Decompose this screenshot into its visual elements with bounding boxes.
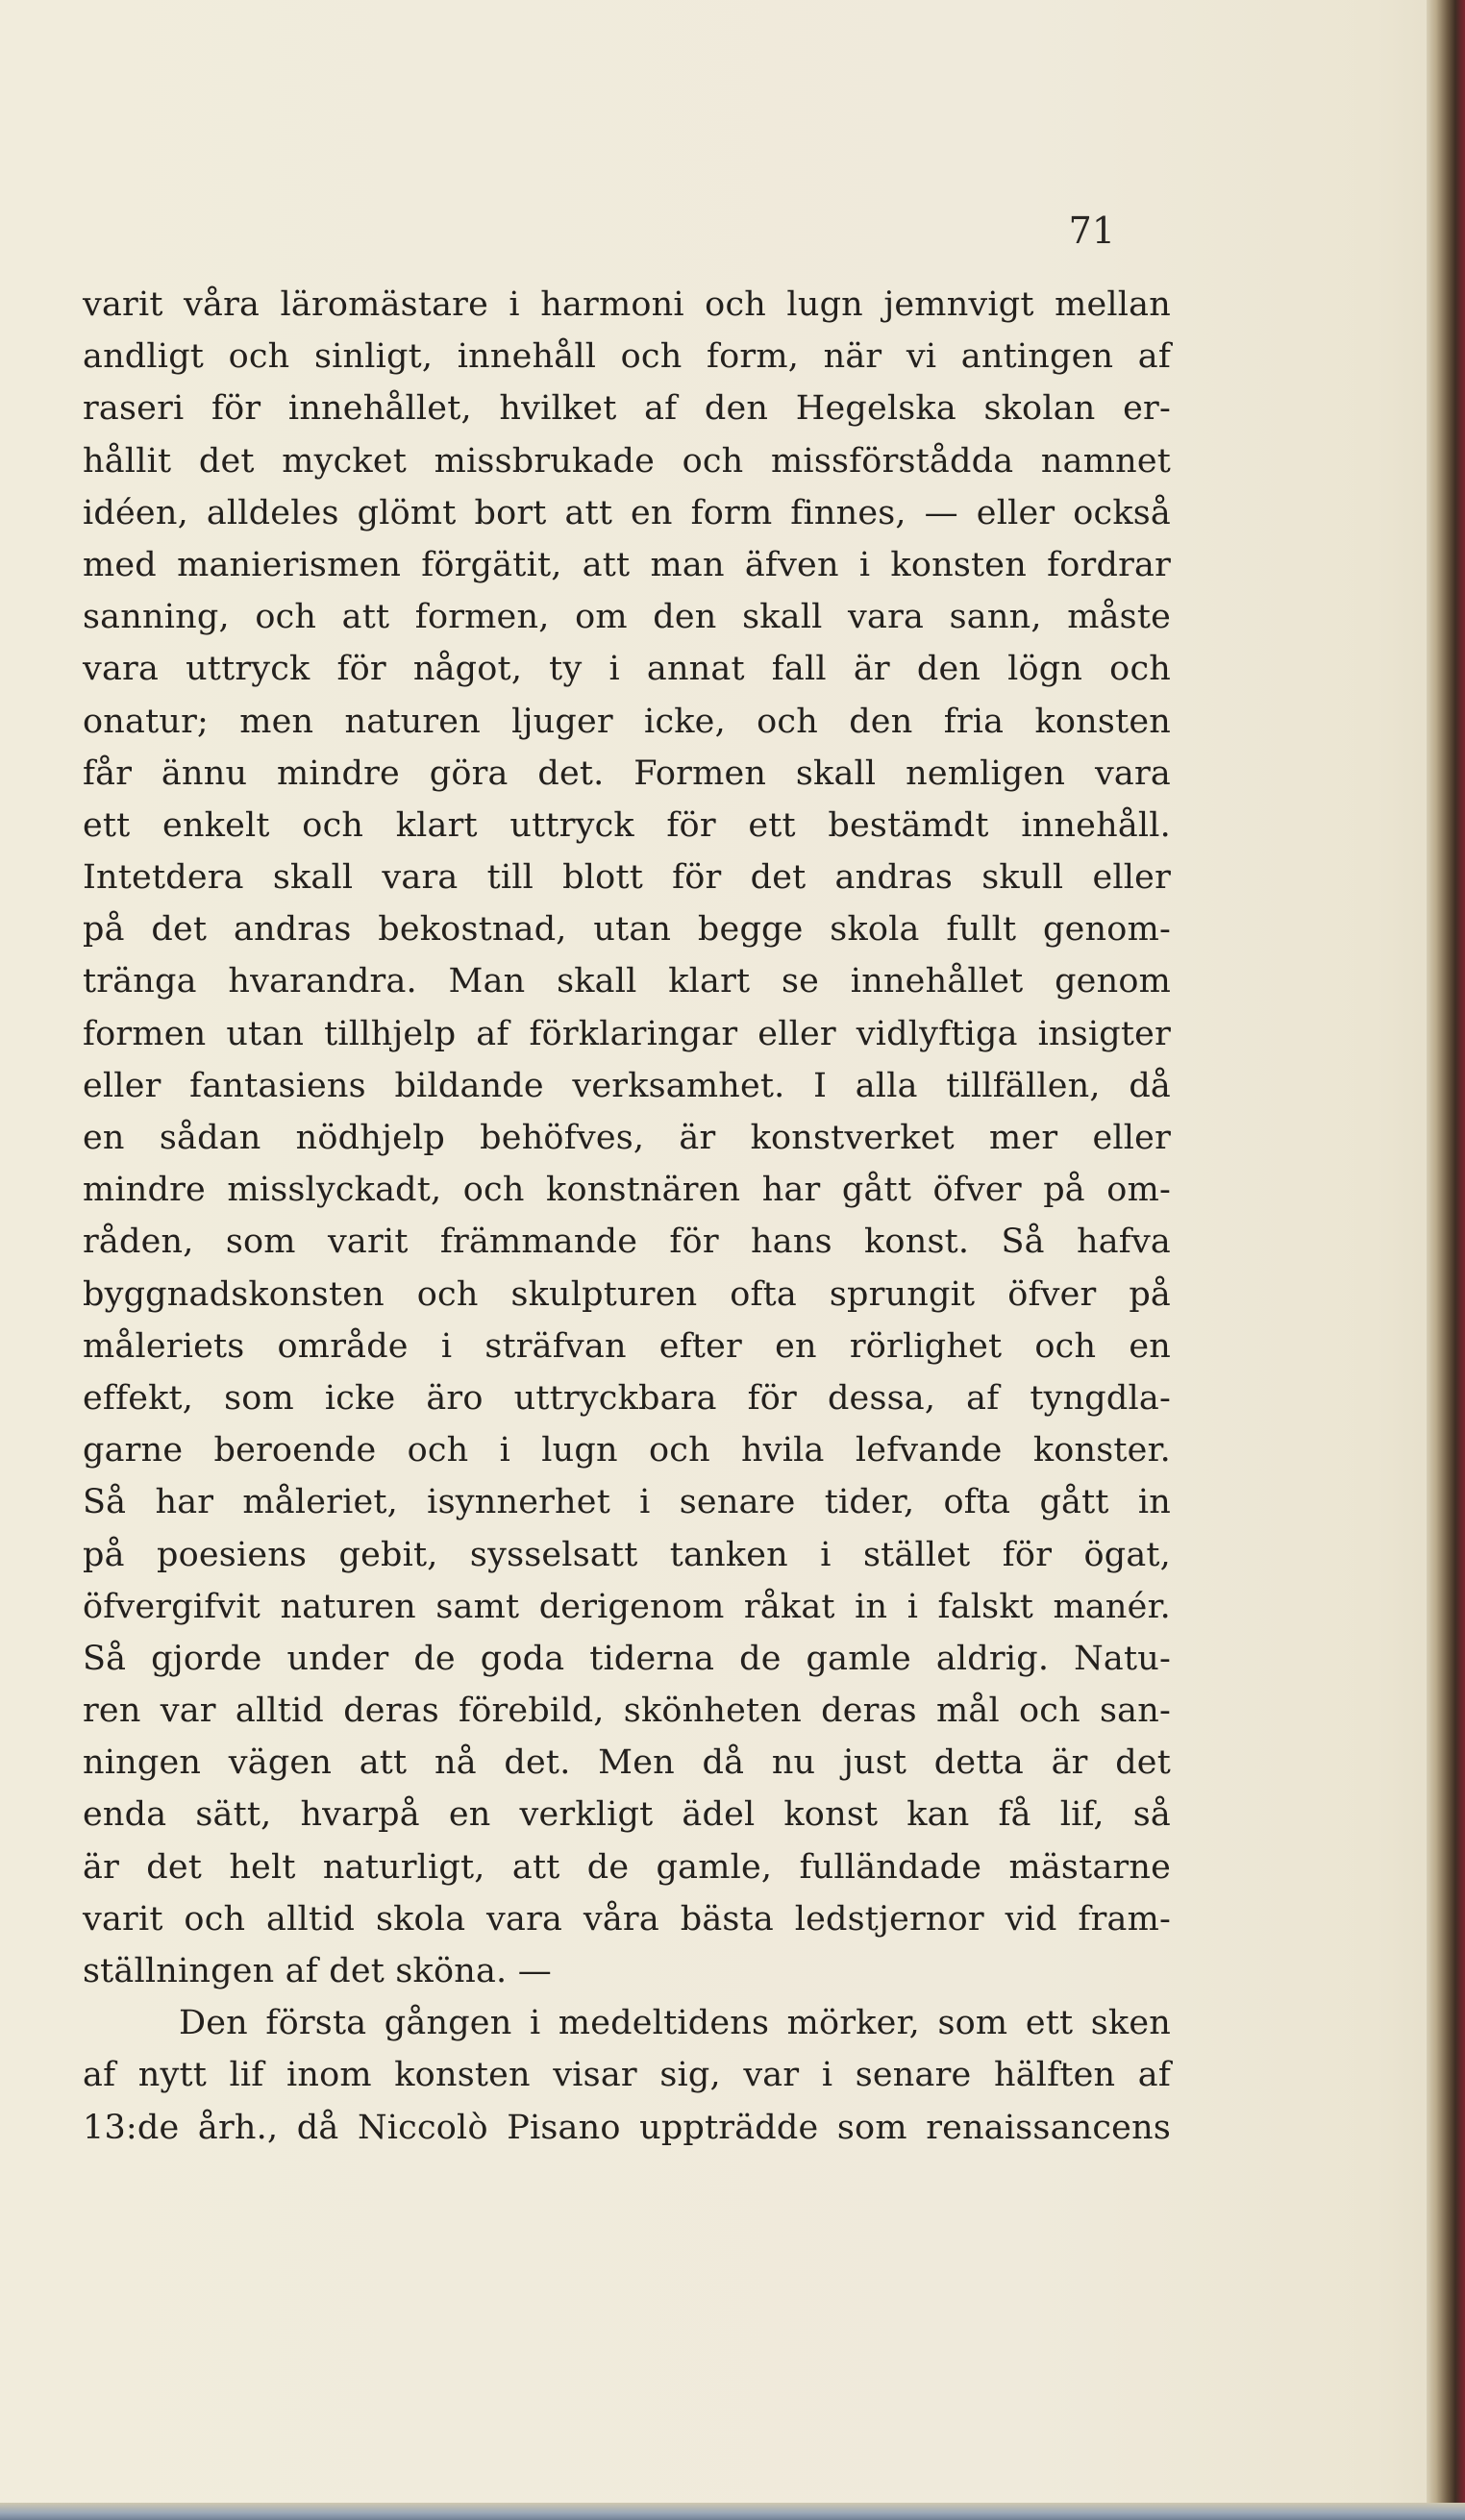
text-line: ren var alltid deras förebild, skönheten deras mål och san- bbox=[83, 1692, 1171, 1731]
text-line: måleriets område i sträfvan efter en rörlighet och en bbox=[83, 1326, 1171, 1366]
text-line: varit våra läromästare i harmoni och lugn jemnvigt mellan bbox=[83, 285, 1171, 324]
text-line: mindre misslyckadt, och konstnären har gått öfver på om- bbox=[83, 1171, 1171, 1210]
line-rest: , ty i annat fall är den lögn och bbox=[510, 650, 1171, 689]
page-bottom-edge bbox=[0, 2503, 1465, 2520]
text-line: onatur; men naturen ljuger icke, och den fria konsten bbox=[83, 702, 1171, 741]
text-line: Den första gången i medeltidens mörker, som ett sken bbox=[179, 2004, 1171, 2043]
text-line: på det andras bekostnad, utan begge skola fullt genom- bbox=[83, 910, 1171, 950]
text-line: ställningen af det sköna. — bbox=[83, 1952, 552, 1990]
text-line: råden, som varit främmande för hans konst. Så hafva bbox=[83, 1223, 1171, 1262]
line-rest: , alldeles glömt bort att en form finnes, — eller också bbox=[177, 493, 1171, 532]
text-line bbox=[83, 643, 1171, 695]
text-line bbox=[83, 487, 1171, 539]
text-line: Så gjorde under de goda tiderna de gamle aldrig. Natu- bbox=[83, 1639, 1171, 1678]
text-line: af nytt lif inom konsten visar sig, var i senare hälften af bbox=[83, 2056, 1171, 2095]
text-line: varit och alltid skola vara våra bästa ledstjernor vid fram- bbox=[83, 1899, 1171, 1939]
text-line: enda sätt, hvarpå en verkligt ädel konst kan få lif, så bbox=[83, 1795, 1171, 1835]
line-prefix: vara uttryck för bbox=[83, 650, 413, 689]
text-line: effekt, som icke äro uttryckbara för dessa, af tyngdla- bbox=[83, 1378, 1171, 1418]
text-line: öfvergifvit naturen samt derigenom råkat in i falskt manér. bbox=[83, 1587, 1171, 1626]
body-text bbox=[83, 279, 1171, 2154]
italic-word: något bbox=[412, 650, 511, 689]
text-line: Intetdera skall vara till blott för det andras skull eller bbox=[83, 858, 1171, 898]
text-line: är det helt naturligt, att de gamle, fulländade mästarne bbox=[83, 1847, 1171, 1887]
text-line: 13:de årh., då Niccolò Pisano uppträdde som renaissancens bbox=[83, 2108, 1171, 2147]
text-line: formen utan tillhjelp af förklaringar eller vidlyftiga insigter bbox=[83, 1014, 1171, 1053]
text-line: byggnadskonsten och skulpturen ofta sprungit öfver på bbox=[83, 1274, 1171, 1314]
page-number: 71 bbox=[1068, 210, 1115, 252]
text-line: ett enkelt och klart uttryck för ett bestämdt innehåll. bbox=[83, 805, 1171, 845]
text-line: eller fantasiens bildande verksamhet. I alla tillfällen, då bbox=[83, 1066, 1171, 1105]
text-line: Så har måleriet, isynnerhet i senare tider, ofta gått in bbox=[83, 1483, 1171, 1522]
book-binding-edge bbox=[1427, 0, 1465, 2520]
text-line: en sådan nödhjelp behöfves, är konstverket mer eller bbox=[83, 1119, 1171, 1157]
text-line: raseri för innehållet, hvilket af den Hegelska skolan er- bbox=[83, 389, 1171, 429]
text-line: på poesiens gebit, sysselsatt tanken i stället för ögat, bbox=[83, 1535, 1171, 1574]
text-line: med manierismen förgätit, att man äfven i konsten fordrar bbox=[83, 545, 1171, 584]
text-line: sanning, och att formen, om den skall vara sann, måste bbox=[83, 598, 1171, 637]
italic-word: idéen bbox=[83, 493, 178, 532]
text-line: hållit det mycket missbrukade och missförstådda namnet bbox=[83, 441, 1171, 481]
text-line: ningen vägen att nå det. Men då nu just detta är det bbox=[83, 1743, 1171, 1783]
text-line: får ännu mindre göra det. Formen skall nemligen vara bbox=[83, 754, 1171, 793]
text-line: garne beroende och i lugn och hvila lefvande konster. bbox=[83, 1431, 1171, 1470]
text-line: andligt och sinligt, innehåll och form, när vi antingen af bbox=[83, 337, 1171, 377]
text-line: tränga hvarandra. Man skall klart se innehållet genom bbox=[83, 962, 1171, 1001]
